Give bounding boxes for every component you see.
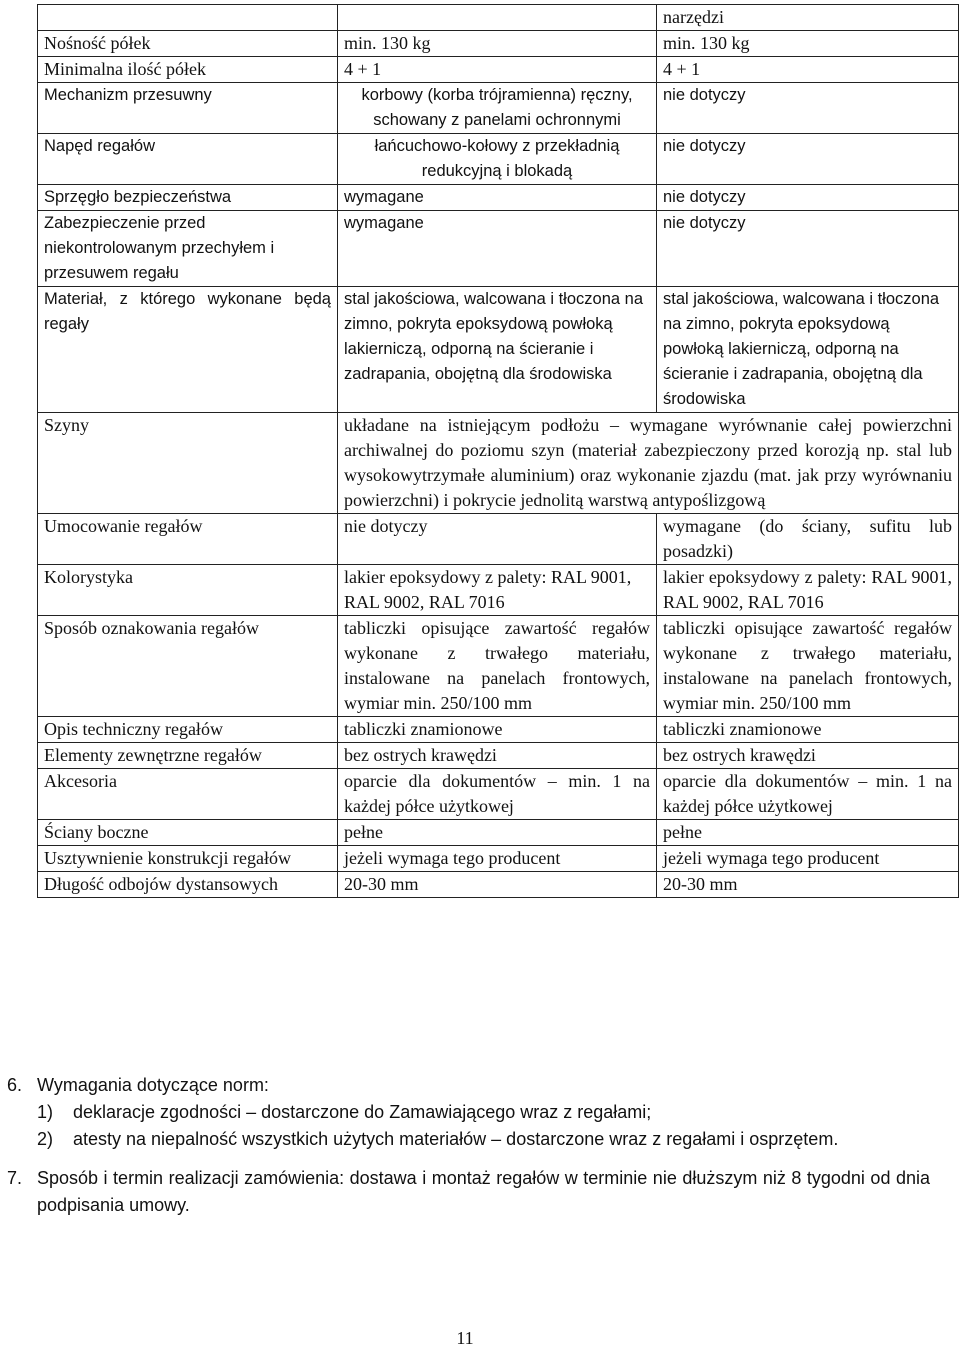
list-item-number: 1) [37, 1102, 54, 1122]
list-item [37, 1126, 930, 1153]
row-label: Szyny [38, 413, 338, 514]
row-label: Materiał, z którego wykonane będą regały [38, 287, 338, 413]
row-value-stationary: pełne [657, 820, 959, 846]
row-value-stationary: nie dotyczy [657, 83, 959, 134]
table-row [38, 413, 959, 514]
list-item [37, 1099, 930, 1126]
row-value-stationary: oparcie dla dokumentów – min. 1 na każdej półce użytkowej [657, 769, 959, 820]
row-value-standard: nie dotyczy [338, 514, 657, 565]
table-row [38, 5, 959, 31]
row-value-stationary: stal jakościowa, walcowana i tłoczona na zimno, pokryta epoksydową powłoką lakierniczą, odporną na ścieranie i zadrapania, obojętną dla środowiska [657, 287, 959, 413]
table-row [38, 134, 959, 185]
table-row [38, 83, 959, 134]
row-label: Kolorystyka [38, 565, 338, 616]
row-label: Opis techniczny regałów [38, 717, 338, 743]
table-row [38, 820, 959, 846]
table-row [38, 31, 959, 57]
row-label: Elementy zewnętrzne regałów [38, 743, 338, 769]
row-value-standard: jeżeli wymaga tego producent [338, 846, 657, 872]
table-row [38, 846, 959, 872]
row-label: Napęd regałów [38, 134, 338, 185]
table-row [38, 185, 959, 211]
row-value-stationary: lakier epoksydowy z palety: RAL 9001, RAL 9002, RAL 7016 [657, 565, 959, 616]
row-value-standard: tabliczki opisujące zawartość regałów wykonane z trwałego materiału, instalowane na panelach frontowych, wymiar min. 250/100 mm [338, 616, 657, 717]
row-value-standard: wymagane [338, 185, 657, 211]
row-value-standard: pełne [338, 820, 657, 846]
page-number: 11 [456, 1328, 474, 1348]
row-value-stationary: tabliczki znamionowe [657, 717, 959, 743]
row-label: Usztywnienie konstrukcji regałów [38, 846, 338, 872]
row-value-merged: układane na istniejącym podłożu – wymagane wyrównanie całej powierzchni archiwalnej do poziomu szyn (materiał zabezpieczony przed korozją np. stal lub wysokowytrzymałe aluminium) oraz wykonanie zjazdu (mat. jak przy wyrównaniu powierzchni) i pokrycie jednolitą warstwą antypoślizgową [338, 413, 959, 514]
row-value-stationary: min. 130 kg [657, 31, 959, 57]
table-row [38, 565, 959, 616]
row-label: Długość odbojów dystansowych [38, 872, 338, 898]
row-label: Ściany boczne [38, 820, 338, 846]
table-row [38, 717, 959, 743]
row-value-stationary: 20-30 mm [657, 872, 959, 898]
row-value-standard: wymagane [338, 211, 657, 287]
row-label: Zabezpieczenie przed niekontrolowanym przechyłem i przesuwem regału [38, 211, 338, 287]
list-item-number: 2) [37, 1129, 54, 1149]
row-value-stationary: nie dotyczy [657, 134, 959, 185]
specification-table [37, 4, 959, 898]
row-value-standard: bez ostrych krawędzi [338, 743, 657, 769]
section-6 [0, 1072, 930, 1099]
table-row [38, 514, 959, 565]
row-label: Nośność półek [38, 31, 338, 57]
section-7 [0, 1165, 930, 1219]
row-value-standard: lakier epoksydowy z palety: RAL 9001, RAL 9002, RAL 7016 [338, 565, 657, 616]
row-value-standard: stal jakościowa, walcowana i tłoczona na zimno, pokryta epoksydową powłoką lakierniczą, odporną na ścieranie i zadrapania, obojętną dla środowiska [338, 287, 657, 413]
row-value-stationary: jeżeli wymaga tego producent [657, 846, 959, 872]
row-value-stationary: tabliczki opisujące zawartość regałów wykonane z trwałego materiału, instalowane na panelach frontowych, wymiar min. 250/100 mm [657, 616, 959, 717]
list-item-text: deklaracje zgodności – dostarczone do Zamawiającego wraz z regałami; [73, 1102, 652, 1122]
row-label: Mechanizm przesuwny [38, 83, 338, 134]
requirements-section [0, 1072, 960, 1219]
row-label: Sprzęgło bezpieczeństwa [38, 185, 338, 211]
list-item-text: atesty na niepalność wszystkich użytych materiałów – dostarczone wraz z regałami i osprzętem. [73, 1129, 839, 1149]
table-row [38, 211, 959, 287]
header-fragment: narzędzi [657, 5, 959, 31]
row-value-standard: łańcuchowo-kołowy z przekładnią redukcyjną i blokadą [338, 134, 657, 185]
row-label: Umocowanie regałów [38, 514, 338, 565]
table-row [38, 616, 959, 717]
table-row [38, 769, 959, 820]
row-value-standard: oparcie dla dokumentów – min. 1 na każdej półce użytkowej [338, 769, 657, 820]
row-value-stationary: bez ostrych krawędzi [657, 743, 959, 769]
row-label: Akcesoria [38, 769, 338, 820]
table-row [38, 872, 959, 898]
table-row [38, 287, 959, 413]
section-number: 6. [7, 1075, 23, 1095]
section-title: Wymagania dotyczące norm: [37, 1075, 269, 1095]
table-row [38, 57, 959, 83]
row-value-stationary: wymagane (do ściany, sufitu lub posadzki) [657, 514, 959, 565]
row-value-standard: min. 130 kg [338, 31, 657, 57]
row-value-standard: korbowy (korba trójramienna) ręczny, schowany z panelami ochronnymi [338, 83, 657, 134]
row-label: Minimalna ilość półek [38, 57, 338, 83]
row-value-stationary: nie dotyczy [657, 185, 959, 211]
row-value-stationary: nie dotyczy [657, 211, 959, 287]
table-cell [338, 5, 657, 31]
section-text: Sposób i termin realizacji zamówienia: dostawa i montaż regałów w terminie nie dłuższym niż 8 tygodni od dnia podpisania umowy. [37, 1168, 930, 1215]
row-value-stationary: 4 + 1 [657, 57, 959, 83]
row-value-standard: 20-30 mm [338, 872, 657, 898]
row-label: Sposób oznakowania regałów [38, 616, 338, 717]
row-value-standard: 4 + 1 [338, 57, 657, 83]
table-cell [38, 5, 338, 31]
section-6-list [0, 1099, 930, 1153]
section-number: 7. [7, 1168, 23, 1188]
row-value-standard: tabliczki znamionowe [338, 717, 657, 743]
table-row [38, 743, 959, 769]
